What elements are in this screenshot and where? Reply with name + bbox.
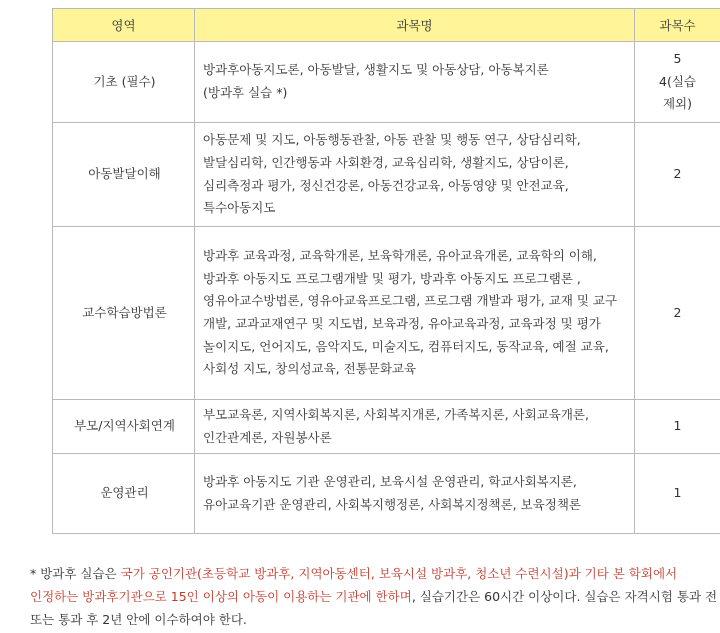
row-subjects-line: (방과후 실습 *) <box>203 85 288 100</box>
row-subjects: 방과후 교육과정, 교육학개론, 보육학개론, 유아교육개론, 교육학의 이해, 방과후 아동지도 프로그램개발 및 평가, 방과후 아동지도 프로그램론 , 영유아교수방법론, 영유아교육프로그램, 프로그램 개발과 평가, 교재 및 교구 개발, 교과교재연구 및 지도법, 보육과정, 유아교육과정, 교육과정 및 평가 놀이지도, 언어지도, 음악지도, 미술지도, 컴퓨터지도, 동작교육, 예절 교육, 사회성 지도, 창의성교육, 전통문화교육 <box>195 227 635 400</box>
table-row <box>53 400 720 454</box>
table-row <box>53 123 720 227</box>
header-count: 과목수 <box>635 9 720 42</box>
table-row <box>53 42 720 123</box>
row-subjects: 방과후 아동지도 기관 운영관리, 보육시설 운영관리, 학교사회복지론, 유아교육기관 운영관리, 사회복지행정론, 사회복지정책론, 보육정책론 <box>195 454 635 534</box>
footnote-suffix: , 실습기간은 60시간 이상이다. 실습은 자격시험 통과 전 또는 통과 후 2년 안에 이수하여야 한다. <box>30 589 718 627</box>
row-subjects-line: 방과후아동지도론, 아동발달, 생활지도 및 아동상담, 아동복지론 <box>203 62 549 78</box>
row-count: 1 <box>635 454 720 534</box>
row-count: 2 <box>635 123 720 227</box>
row-subjects: 부모교육론, 지역사회복지론, 사회복지개론, 가족복지론, 사회교육개론, 인간관계론, 자원봉사론 <box>195 400 635 454</box>
table-header-row <box>53 9 720 42</box>
row-count: 1 <box>635 400 720 454</box>
table-row <box>53 227 720 400</box>
row-subjects: 아동문제 및 지도, 아동행동관찰, 아동 관찰 및 행동 연구, 상담심리학, 발달심리학, 인간행동과 사회환경, 교육심리학, 생활지도, 상담이론, 심리측정과 평가, 정신건강론, 아동건강교육, 아동영양 및 안전교육, 특수아동지도 <box>195 123 635 227</box>
curriculum-table <box>52 8 720 534</box>
row-area: 부모/지역사회연계 <box>53 400 195 454</box>
row-count <box>635 42 720 123</box>
row-area: 교수학습방법론 <box>53 227 195 400</box>
row-count-line: 제외) <box>662 96 693 112</box>
row-count: 2 <box>635 227 720 400</box>
practicum-footnote <box>30 562 720 631</box>
row-count-line: 5 <box>673 51 682 67</box>
row-count-line: 4(실습 <box>659 73 696 89</box>
row-area: 기초 (필수) <box>53 42 195 123</box>
table-row <box>53 454 720 534</box>
row-area: 운영관리 <box>53 454 195 534</box>
footnote-prefix: * 방과후 실습은 <box>30 566 121 581</box>
header-area: 영역 <box>53 9 195 42</box>
header-subjects: 과목명 <box>195 9 635 42</box>
footnote-highlight: 국가 공인기관(초등학교 방과후, 지역아동센터, 보육시설 방과후, 청소년 수련시설)과 기타 본 학회에서 인정하는 방과후기관으로 15인 이상의 아동이 이용하는 기관에 한하며 <box>30 566 678 604</box>
row-subjects <box>195 42 635 123</box>
row-area: 아동발달이해 <box>53 123 195 227</box>
